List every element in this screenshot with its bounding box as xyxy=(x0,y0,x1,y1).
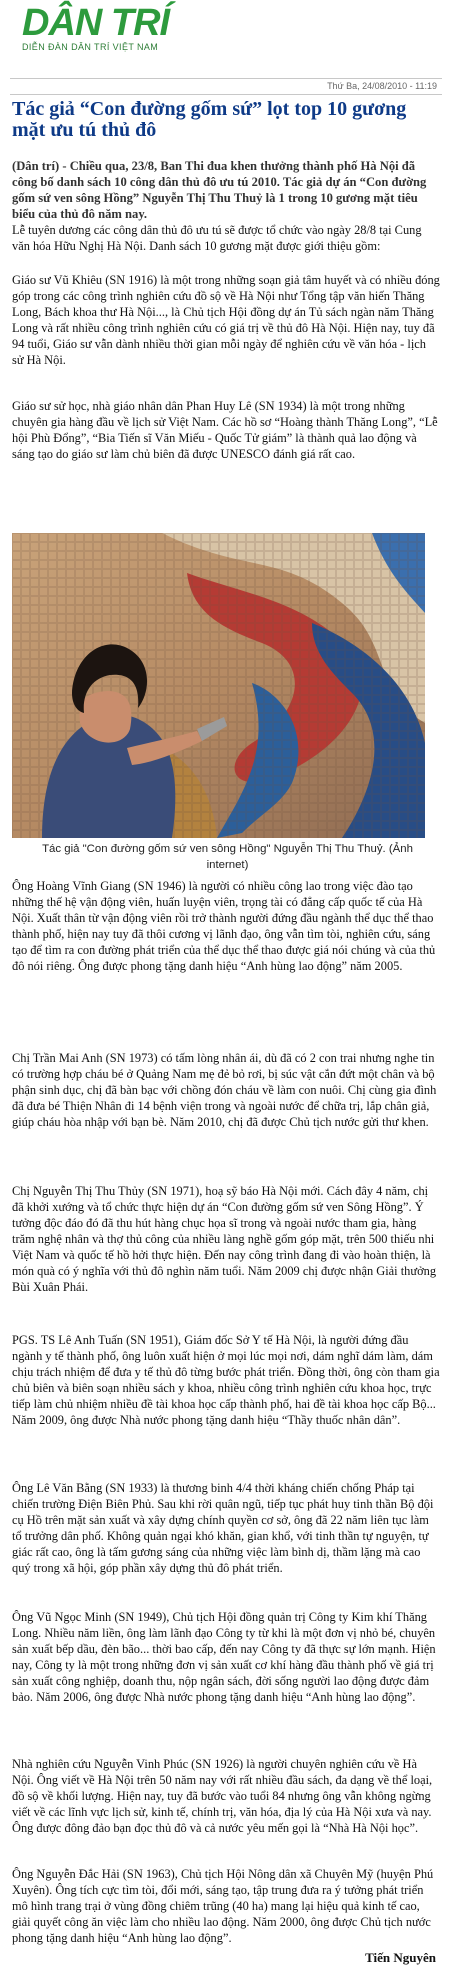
paragraph: Ông Lê Văn Bằng (SN 1933) là thương binh 4/4 thời kháng chiến chống Pháp tại chiến trường Điện Biên Phủ. Sau khi rời quân ngũ, tiếp tục phát huy tinh thần Bộ đội cụ Hồ trên mặt sản xuất và xây dựng chính quyền cơ sở, ông đã 22 năm liên tục làm tổ trưởng dân phố. Không quản ngại khó khăn, gian khổ, với tinh thần tự nguyện, tự giác rất cao, ông là tấm gương sáng của những việc làm bình dị, thầm lặng mà cao quý trong xã hội, góp phần xây dựng thủ đô phát triển. xyxy=(12,1481,434,1575)
paragraph: Lễ tuyên dương các công dân thủ đô ưu tú sẽ được tổ chức vào ngày 28/8 tại Cung văn hóa Hữu Nghị Hà Nội. Danh sách 10 gương mặt được giới thiệu gồm: xyxy=(12,223,422,253)
photo-caption: Tác giả "Con đường gốm sứ ven sông Hồng" Nguyễn Thị Thu Thuỷ. (Ảnh internet) xyxy=(42,843,413,871)
header-divider xyxy=(10,78,442,79)
site-logo[interactable] xyxy=(22,4,222,62)
paragraph: Nhà nghiên cứu Nguyễn Vinh Phúc (SN 1926) là người chuyên nghiên cứu về Hà Nội. Ông viết về Hà Nội trên 50 năm nay với rất nhiều đầu sách, đa dạng về thể loại, đồ sộ về khối lượng. Hiện nay, tuy đã bước vào tuổi 84 nhưng ông vẫn không ngừng viết về các lĩnh vực lịch sử, kinh tế, chính trị, văn hóa, địa lý của Hà Nội xưa và nay. Ông được đông đảo bạn đọc thủ đô và cả nước yêu mến gọi là “Nhà Hà Nội học”. xyxy=(12,1757,433,1835)
article-photo xyxy=(12,533,425,838)
paragraph: Giáo sư sử học, nhà giáo nhân dân Phan Huy Lê (SN 1934) là một trong những chuyên gia hàng đầu về lịch sử Việt Nam. Các hồ sơ “Hoàng thành Thăng Long”, “Lễ hội Phù Đổng”, “Bia Tiến sĩ Văn Miếu - Quốc Tử giám” là thành quả lao động và sáng tạo do giáo sư làm chủ biên đã được UNESCO đánh giá rất cao. xyxy=(12,399,438,461)
mosaic-photo-illustration xyxy=(12,533,425,838)
logo-text: DÂN TRÍ xyxy=(22,2,170,44)
logo-tagline: DIỄN ĐÀN DÂN TRÍ VIỆT NAM xyxy=(22,42,159,52)
paragraph: Chị Nguyễn Thị Thu Thủy (SN 1971), hoạ sỹ báo Hà Nội mới. Cách đây 4 năm, chị đã khởi xướng và tổ chức thực hiện dự án “Con đường gốm sứ ven Sông Hồng”. Ý tưởng độc đáo đó đã thu hút hàng chục họa sĩ trong và ngoài nước tham gia, hàng trăm nghệ nhân và thợ thủ công của nhiều làng nghề gốm góp mặt, trên 500 thiếu nhi Việt Nam và quốc tế hồ hởi thực hiện. Đến nay công trình đang đi vào hoàn thiện, là món quà có ý nghĩa với thủ đô nghìn năm tuổi. Năm 2009 chị được nhận Giải thưởng Bùi Xuân Phái. xyxy=(12,1184,437,1294)
paragraph: Giáo sư Vũ Khiêu (SN 1916) là một trong những soạn giả tâm huyết và có nhiều đóng góp trong các công trình nghiên cứu đồ sộ về Hà Nội như Tổng tập văn hiến Thăng Long, Bách khoa thư Hà Nội..., là Chủ tịch Hội đồng dự án Tủ sách ngàn năm Thăng Long và rất nhiều công trình nghiên cứu có giá trị về thủ đô Hà Nội. Hiện nay, tuy đã 94 tuổi, Giáo sư vẫn dành nhiều thời gian mỗi ngày để nghiên cứu về văn hóa - lịch sử Hà Nội. xyxy=(12,273,440,367)
article-author: Tiến Nguyên xyxy=(365,1950,436,1965)
paragraph: Chị Trần Mai Anh (SN 1973) có tấm lòng nhân ái, dù đã có 2 con trai nhưng nghe tin có trường hợp cháu bé ở Quảng Nam mẹ đẻ bỏ rơi, bị súc vật cắn đứt một chân và bộ phận sinh dục, chị đã bàn bạc với chồng đón cháu về làm con nuôi. Chị cùng gia đình đã đưa bé Thiện Nhân đi 14 bệnh viện trong và ngoài nước để chữa trị, lắp chân giả, giúp cháu hòa nhập với bạn bè. Năm 2010, chị đã được Chủ tịch nước gửi thư khen. xyxy=(12,1051,437,1129)
paragraph: Ông Nguyễn Đắc Hải (SN 1963), Chủ tịch Hội Nông dân xã Chuyên Mỹ (huyện Phú Xuyên). Ông tích cực tìm tòi, đổi mới, sáng tạo, tập trung đưa ra ý tưởng phát triển mô hình trang trại ở vùng đồng chiêm trũng (40 ha) mang lại hiệu quả kinh tế cao, giải quyết công ăn việc làm cho nhiều lao động. Năm 2000, ông được Chủ tịch nước phong tặng danh hiệu “Anh hùng lao động”. xyxy=(12,1867,434,1945)
article-title: Tác giả “Con đường gốm sứ” lọt top 10 gương mặt ưu tú thủ đô xyxy=(12,98,407,141)
paragraph: PGS. TS Lê Anh Tuấn (SN 1951), Giám đốc Sở Y tế Hà Nội, là người đứng đầu ngành y tế thành phố, ông luôn xuất hiện ở mọi lúc mọi nơi, dám nghĩ dám làm, dám chịu trách nhiệm để đưa y tế thủ đô từng bước phát triển. Đồng thời, ông còn tham gia chủ biên và biên soạn nhiều sách y khoa, nhiều công trình nghiên cứu khoa học, trực tiếp làm chủ nhiệm nhiều đề tài khoa học cấp thành phố, hai đề tài khoa học cấp Bộ... Năm 2009, ông được Nhà nước phong tặng danh hiệu “Thầy thuốc nhân dân”. xyxy=(12,1333,440,1427)
publish-date: Thứ Ba, 24/08/2010 - 11:19 xyxy=(327,81,437,91)
article-lead: (Dân trí) - Chiều qua, 23/8, Ban Thi đua khen thưởng thành phố Hà Nội đã công bố danh sách 10 công dân thủ đô ưu tú 2010. Tác giả dự án “Con đường gốm sứ ven sông Hồng” Nguyễn Thị Thu Thuỷ là 1 trong 10 gương mặt tiêu biểu của thủ đô năm nay. xyxy=(12,159,427,221)
paragraph: Ông Vũ Ngọc Minh (SN 1949), Chủ tịch Hội đồng quản trị Công ty Kim khí Thăng Long. Nhiều năm liền, ông làm lãnh đạo Công ty từ khi là một đơn vị nhỏ bé, chuyên sản xuất bếp dầu, đèn bão... thời bao cấp, đến nay Công ty đã thực sự lớn mạnh. Hiện nay, Công ty là một trong những đơn vị sản xuất cơ khí hàng đầu thành phố về giá trị sản xuất công nghiệp, doanh thu, nộp ngân sách, đời sống người lao động được đảm bảo. Năm 2006, ông được Nhà nước phong tặng danh hiệu “Anh hùng lao động”. xyxy=(12,1610,436,1704)
paragraph: Ông Hoàng Vĩnh Giang (SN 1946) là người có nhiều công lao trong việc đào tạo những thế hệ vận động viên, huấn luyện viên, trọng tài có đẳng cấp quốc tế của Hà Nội. Xuất thân từ vận động viên rồi trở thành người đứng đầu ngành thể dục thể thao thành phố, hiện nay tuy đã thôi cương vị lãnh đạo, ông vẫn tìm tòi, nghiên cứu, sáng tạo để tìm ra con đường phát triển của thể dục thể thao được giá nói chúng và của thủ đô nói riêng. Ông được phong tặng danh hiệu “Anh hùng lao động” năm 2005. xyxy=(12,879,436,973)
title-divider xyxy=(10,94,442,95)
